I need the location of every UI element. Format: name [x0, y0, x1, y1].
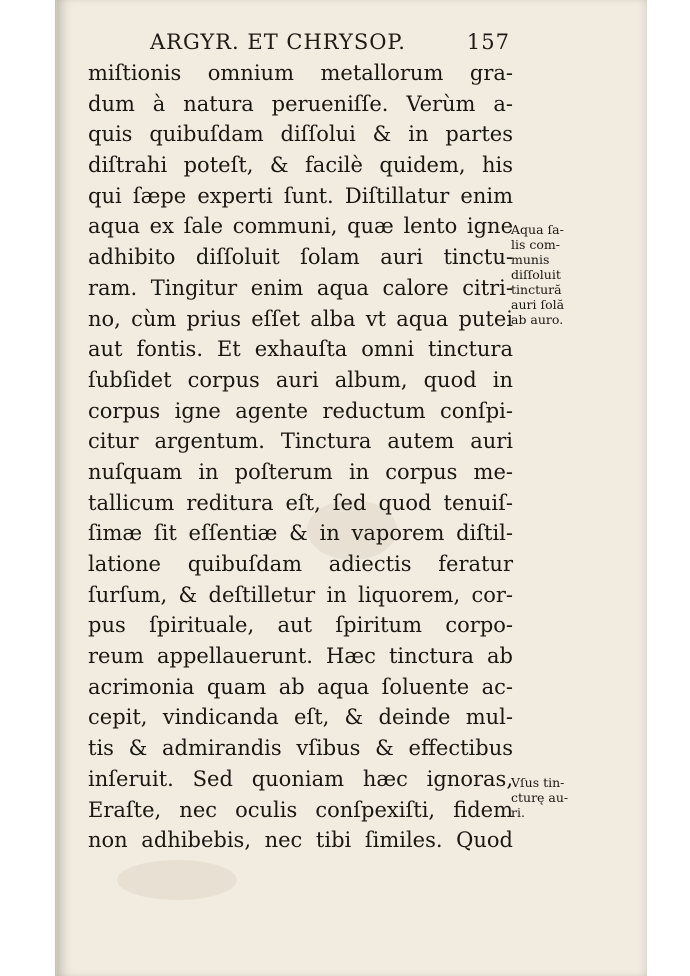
text-line: ſubſidet corpus auri album, quod in	[88, 367, 513, 392]
note-line: Aqua ſa-	[511, 222, 564, 237]
text-line: nuſquam in poſterum in corpus me-	[88, 459, 513, 484]
text-line: reum appellauerunt. Hæc tinctura ab	[88, 644, 513, 669]
text-line: pus ſpirituale, aut ſpiritum corpo-	[88, 613, 513, 638]
note-line: munis	[511, 252, 550, 267]
text-line: aqua ex ſale communi, quæ lento igne	[88, 214, 513, 239]
body-text	[88, 58, 513, 856]
text-line: corpus igne agente reductum conſpi-	[88, 398, 513, 423]
paper-stain	[117, 860, 237, 900]
note-line: auri ſolă	[511, 297, 565, 312]
text-line: aut fontis. Et exhauſta omni tinctura	[88, 337, 513, 362]
note-line: diſſoluit	[511, 267, 561, 282]
text-line: ſurſum, & deſtilletur in liquorem, cor-	[88, 582, 513, 607]
marginal-note-aqua	[511, 222, 591, 327]
text-line: diſtrahi poteſt, & facilè quidem, his	[88, 153, 513, 178]
text-line: dum à natura perueniſſe. Verùm a-	[88, 91, 513, 116]
text-line: tallicum reditura eſt, ſed quod tenuiſ-	[88, 490, 513, 515]
note-line: lis com-	[511, 237, 560, 252]
note-line: ab auro.	[511, 312, 564, 327]
text-line: quis quibuſdam diſſolui & in partes	[88, 122, 513, 147]
text-line: latione quibuſdam adiectis feratur	[88, 552, 513, 576]
text-line: miſtionis omnium metallorum gra-	[88, 61, 513, 85]
running-header	[150, 30, 510, 60]
text-line: citur argentum. Tinctura autem auri	[88, 429, 513, 454]
text-line: tis & admirandis vſibus & effectibus	[88, 736, 513, 761]
text-line: acrimonia quam ab aqua ſoluente ac-	[88, 674, 513, 699]
marginal-note-vsus	[511, 775, 591, 820]
text-line: inſeruit. Sed quoniam hæc ignoras,	[88, 766, 513, 791]
text-line: ſimæ ſit eſſentiæ & in vaporem diſtil-	[88, 521, 513, 546]
text-line: non adhibebis, nec tibi ſimiles. Quod	[88, 828, 513, 853]
note-line: ri.	[511, 805, 525, 820]
text-line: ram. Tingitur enim aqua calore citri-	[88, 275, 513, 300]
text-line: adhibito diſſoluit ſolam auri tinctu-	[88, 245, 513, 270]
text-line: qui ſæpe experti ſunt. Diſtillatur enim	[88, 183, 513, 208]
text-line: cepit, vindicanda eſt, & deinde mul-	[88, 705, 513, 730]
page-number: 157	[466, 30, 510, 54]
running-title: ARGYR. ET CHRYSOP.	[150, 30, 406, 54]
text-line: no, cùm prius eſſet alba vt aqua putei	[88, 306, 513, 331]
note-line: Vſus tin-	[511, 775, 565, 790]
text-line: Eraſte, nec oculis conſpexiſti, fidem	[88, 797, 513, 822]
note-line: cturę au-	[511, 790, 569, 805]
note-line: tinctură	[511, 282, 562, 297]
